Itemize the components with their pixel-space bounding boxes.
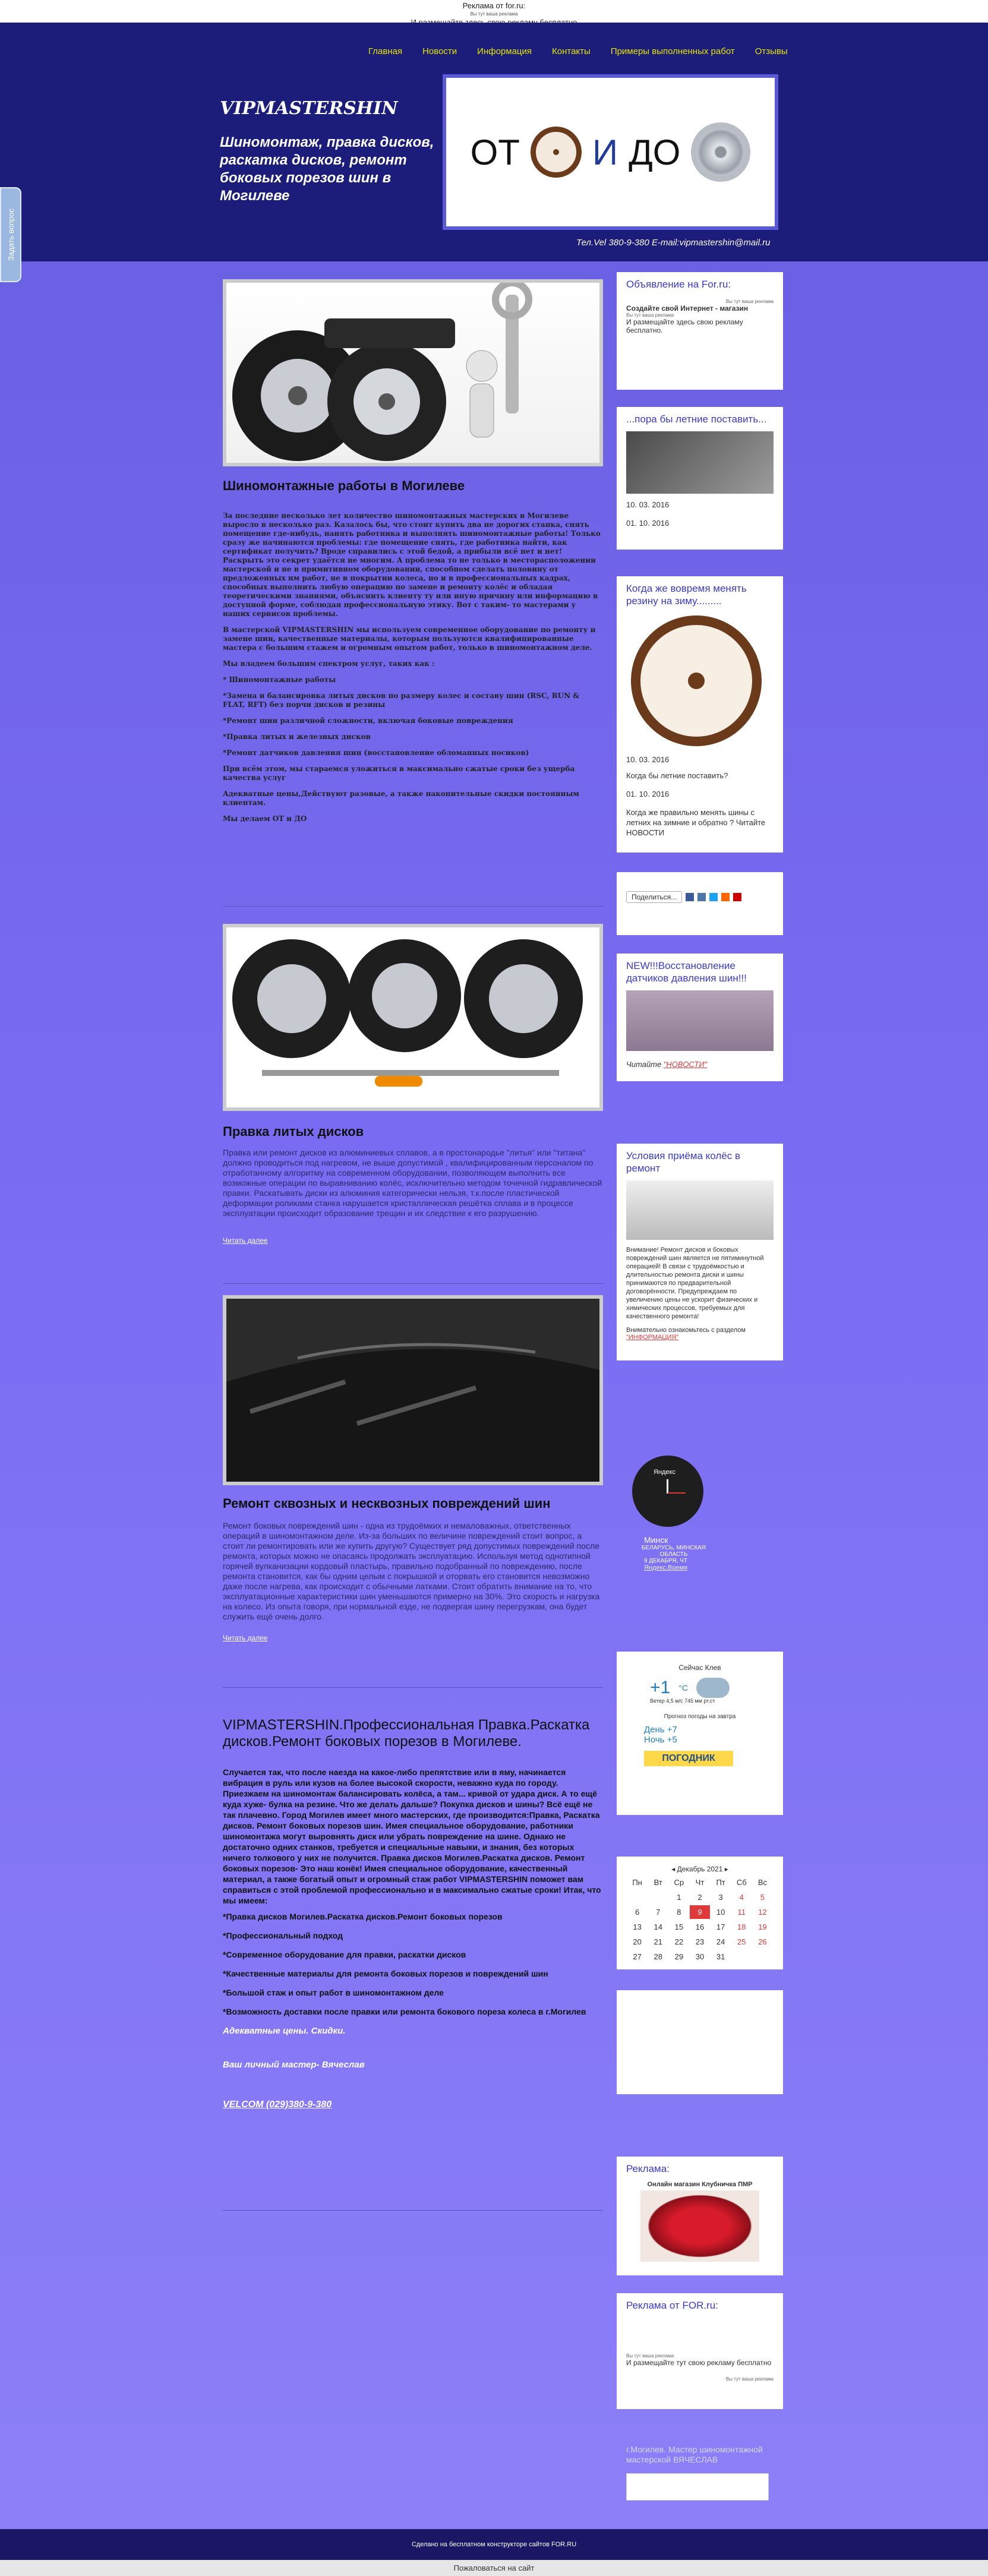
clock-city: Минск bbox=[644, 1535, 668, 1545]
tires-wrench-illustration bbox=[226, 283, 599, 463]
nav-info[interactable]: Информация bbox=[477, 46, 532, 56]
calendar-day[interactable] bbox=[753, 1950, 772, 1963]
calendar-day[interactable]: 19 bbox=[758, 1922, 767, 1931]
banner-from: ОТ bbox=[470, 132, 520, 172]
widget-ad-small: Вы тут ваша реклама bbox=[725, 299, 774, 304]
widget-ad-2-title: Реклама: bbox=[626, 2163, 670, 2174]
yandex-time-link[interactable]: Яндекс.Время bbox=[644, 1564, 688, 1571]
share-button[interactable]: Поделиться... bbox=[626, 891, 682, 903]
calendar-day[interactable]: 11 bbox=[737, 1908, 746, 1917]
calendar-day[interactable]: 26 bbox=[758, 1937, 767, 1946]
separator bbox=[223, 2210, 603, 2211]
calendar-day-name: Вс bbox=[757, 1878, 767, 1887]
widget-bottom-info bbox=[617, 2439, 783, 2522]
widget-ad-title: Объявление на For.ru: bbox=[626, 279, 731, 290]
calendar-day-name: Ср bbox=[674, 1878, 684, 1887]
calendar-next-icon[interactable]: ▸ bbox=[722, 1865, 728, 1873]
post-2-title: Правка литых дисков bbox=[223, 1124, 364, 1139]
weather-forecast: Прогноз погоды на завтра bbox=[664, 1713, 736, 1720]
calendar-day[interactable]: 25 bbox=[737, 1937, 746, 1946]
widget-share bbox=[617, 872, 783, 935]
widget-sensors-title[interactable]: NEW!!!Восстановление датчиков давления шин!!! bbox=[626, 960, 747, 984]
calendar-day[interactable]: 15 bbox=[674, 1922, 684, 1931]
post-4-intro: Случается так, что после наезда на какое-либо препятствие или в яму, начинается вибрация в руль или кузов на более высокой скорости, неважно куда по городу. Приезжаем на шиномонтаж балансировать колёса, а там... кривой от удара диск. А то ещё куда хуже- булка на резине. Что же делать дальше? Покупка дисков и шины? Всё ещё не так плачевно. Город Могилев имеет много мастерских, где производится:Правка, Раскатка дисков. Ремонт боковых порезов шин. Имея специальное оборудование, работники шиномонтажа могут выровнять диск или убрать повреждение на шине. Однако не достаточно одних станков, требуется и специальные навыки, и знания, без которых ничего толкового у них не получится. Правка дисков Могилев.Раскатка дисков. Ремонт боковых порезов- Это наш конёк! Имея специальное оборудование, качественный материал, а также богатый опыт и огромный стаж работ VIPMASTERSHIN поможет вам справиться с этой проблемой профессионально и в максимально сжатые сроки! Итак, что мы имеем: bbox=[223, 1767, 601, 1905]
calendar-day[interactable]: 7 bbox=[656, 1908, 661, 1917]
weather-temp: +1 bbox=[650, 1678, 671, 1697]
widget-empty bbox=[617, 1990, 783, 2094]
post-1-p3: Мы владеем большим спектром услуг, таких как : bbox=[223, 659, 435, 668]
calendar-prev-icon[interactable]: ◂ bbox=[671, 1865, 677, 1873]
sensor-photo bbox=[626, 990, 774, 1051]
widget-clock bbox=[617, 1444, 783, 1616]
post-1-p8: *Ремонт датчиков давления шин (восстановление обломанных носиков) bbox=[223, 749, 529, 757]
widget-ad-2-text[interactable]: Онлайн магазин Клубничка ПМР bbox=[647, 2181, 753, 2188]
calendar-day[interactable]: 27 bbox=[633, 1952, 642, 1961]
ask-question-tab[interactable] bbox=[0, 187, 21, 282]
widget-summer-date-2: 01. 10. 2016 bbox=[626, 519, 670, 528]
widget-summer-title[interactable]: ...пора бы летние поставить... bbox=[626, 413, 767, 425]
calendar-day[interactable]: 4 bbox=[739, 1893, 744, 1902]
nav-home[interactable]: Главная bbox=[368, 46, 403, 56]
top-ad[interactable] bbox=[0, 0, 988, 23]
post-tire-damage bbox=[223, 1295, 603, 1642]
calendar-day[interactable]: 10 bbox=[716, 1908, 725, 1917]
post-1-title: Шиномонтажные работы в Могилеве bbox=[223, 478, 465, 493]
post-rim-repair bbox=[223, 924, 603, 1245]
widget-ad-3-title: Реклама от FOR.ru: bbox=[626, 2300, 718, 2311]
calendar-day[interactable]: 14 bbox=[654, 1922, 662, 1931]
calendar-day-name: Пт bbox=[716, 1878, 725, 1887]
widget-calendar bbox=[617, 1857, 783, 1969]
broken-image-icon bbox=[626, 2473, 769, 2501]
calendar-day[interactable]: 31 bbox=[716, 1952, 725, 1961]
calendar-day[interactable]: 6 bbox=[635, 1908, 640, 1917]
post-1-p6: *Ремонт шин различной сложности, включая боковые повреждения bbox=[223, 716, 513, 725]
alloy-rim-icon bbox=[691, 122, 750, 182]
widget-summer bbox=[617, 407, 783, 550]
widget-change-title[interactable]: Когда же вовремя менять резину на зиму......... bbox=[626, 583, 747, 607]
widget-ad-text: И размещайте здесь свою рекламу бесплатно. bbox=[626, 318, 743, 334]
widget-change-text-2: Когда же правильно менять шины с летних на зимние и обратно ? Читайте НОВОСТИ bbox=[626, 808, 766, 837]
widget-sensors-text: Читайте bbox=[626, 1060, 664, 1069]
widget-change-date-2: 01. 10. 2016 bbox=[626, 790, 670, 798]
calendar-header-row bbox=[627, 1876, 772, 1889]
post-3-title: Ремонт сквозных и несквозных повреждений шин bbox=[223, 1496, 551, 1511]
widget-sensors bbox=[617, 954, 783, 1081]
report-site-bar[interactable]: Пожаловаться на сайт bbox=[0, 2560, 988, 2576]
calendar-day[interactable]: 18 bbox=[737, 1922, 746, 1931]
calendar-grid bbox=[626, 1874, 774, 1965]
summer-tire-photo bbox=[626, 431, 774, 494]
post-photo-tires bbox=[223, 279, 603, 466]
cloud-icon bbox=[696, 1678, 730, 1698]
nav-news[interactable]: Новости bbox=[422, 46, 457, 56]
post-4-item-3: *Современное оборудование для правки, раскатки дисков bbox=[223, 1950, 466, 1959]
twitter-icon[interactable] bbox=[709, 893, 718, 901]
header-banner bbox=[443, 74, 778, 230]
ask-question-label: Задать вопрос bbox=[6, 209, 15, 261]
odnoklassniki-icon[interactable] bbox=[721, 893, 730, 901]
calendar-week bbox=[627, 1950, 772, 1963]
widget-ad-3-text: И размещайте тут свою рекламу бесплатно bbox=[626, 2359, 772, 2367]
calendar-day-name: Сб bbox=[736, 1878, 747, 1887]
widget-conditions-title[interactable]: Условия приёма колёс в ремонт bbox=[626, 1150, 740, 1174]
calendar-day-name: Чт bbox=[695, 1878, 705, 1887]
post-4-prices: Адекватные цены. Скидки. bbox=[223, 2026, 346, 2036]
header-contact: Тел.Vel 380-9-380 E-mail:vipmastershin@mail.ru bbox=[576, 238, 771, 248]
post-3-read-more[interactable]: Читать далее bbox=[223, 1634, 268, 1642]
separator bbox=[223, 1283, 603, 1284]
calendar-week bbox=[627, 1905, 772, 1919]
post-4-item-2: *Профессиональный подход bbox=[223, 1931, 343, 1940]
calendar-day[interactable]: 21 bbox=[654, 1937, 662, 1946]
post-1-p5: *Замена и балансировка литых дисков по размеру колес и составу шин (RSC, RUN & FLAT, RFT) без порчи дисков и резины bbox=[223, 692, 580, 709]
banner-to: ДО bbox=[629, 132, 681, 172]
facebook-icon[interactable] bbox=[686, 893, 694, 901]
weather-title: Сейчас Клев bbox=[678, 1663, 721, 1672]
pogodnik-logo[interactable]: ПОГОДНИК bbox=[644, 1751, 733, 1766]
calendar-day[interactable] bbox=[627, 1890, 647, 1904]
widget-conditions bbox=[617, 1144, 783, 1360]
mail-icon[interactable] bbox=[733, 893, 741, 901]
clock-date: 9 ДЕКАБРЯ, ЧТ bbox=[644, 1558, 687, 1564]
site-slogan: Шиномонтаж, правка дисков, раскатка дисков, ремонт боковых порезов шин в Могилеве bbox=[220, 134, 434, 204]
widget-change-date-1: 10. 03. 2016 bbox=[626, 755, 670, 764]
post-1-p7: *Правка литых и железных дисков bbox=[223, 733, 371, 741]
lips-ad-image[interactable] bbox=[640, 2190, 759, 2262]
widget-sensors-link[interactable]: "НОВОСТИ" bbox=[663, 1060, 708, 1069]
banner-and: И bbox=[592, 132, 618, 172]
calendar-day[interactable]: 2 bbox=[697, 1893, 702, 1902]
clock-region: БЕЛАРУСЬ, МИНСКАЯ ОБЛАСТЬ bbox=[641, 1545, 706, 1558]
calendar-day[interactable]: 16 bbox=[695, 1922, 705, 1931]
nav-examples[interactable]: Примеры выполненных работ bbox=[610, 46, 735, 56]
post-professional bbox=[223, 1717, 603, 2110]
site-footer[interactable]: Сделано на бесплатном конструкторе сайтов FOR.RU bbox=[0, 2529, 988, 2560]
post-1-p1: За последние несколько лет количество шиномонтажных мастерских в Могилеве выросло в несколько раз. Казалось бы, что стоит купить два не дорогих станка, снять помещение где-нибудь, нанять работника и выполнять шиномонтажные работы! Только сразу же начинаются проблемы: где помещение снять, где работника найти, как сертификат получить? Вроде справились с этой бедой, а прибыли всё нет и нет! Раскрыть это секрет удаётся не многим. А проблема то не только в месторасположении мастерской и не в примитивном оборудовании, способном сделать половину от предложенных нм работ, не в покрытии колеса, но и в профессиональных кадрах, способных выполнить любую операцию по замене и ремонту колёс и обладая теоретическими знаниями, объяснить клиенту ту или иную причину или информацию в доступной форме, соблюдая профессиональную этику. Вот с таким- то мастерами у наших сервисов проблемы. bbox=[223, 512, 601, 618]
separator bbox=[223, 1687, 603, 1688]
calendar-day[interactable]: 24 bbox=[716, 1937, 725, 1946]
calendar-day[interactable] bbox=[648, 1890, 668, 1904]
calendar-day-name: Вт bbox=[654, 1878, 662, 1887]
post-4-item-5: *Большой стаж и опыт работ в шиномонтажном деле bbox=[223, 1988, 444, 1997]
post-1-p2: В мастерской VIPMASTERSHIN мы используем современное оборудование по ремонту и замене шин, качественные материалы, которым пользуются квалифицированные мастера с большим стажем и огромным опытом работ, только в шиномонтажном деле. bbox=[223, 626, 596, 652]
site-title[interactable]: VIPMASTERSHIN bbox=[220, 98, 398, 119]
calendar-day[interactable]: 17 bbox=[716, 1922, 725, 1931]
clock-brand: Яндекс bbox=[654, 1469, 675, 1476]
calendar-day[interactable]: 20 bbox=[633, 1937, 642, 1946]
post-1-body bbox=[223, 512, 603, 823]
calendar-day[interactable]: 12 bbox=[758, 1908, 767, 1917]
post-4-item-6: *Возможность доставки после правки или ремонта бокового пореза колеса в г.Могилев bbox=[223, 2007, 586, 2016]
widget-change-text-1: Когда бы летние поставить? bbox=[626, 771, 728, 780]
calendar-day[interactable]: 1 bbox=[677, 1893, 681, 1902]
widget-ad-link[interactable]: Создайте свой Интернет - магазин bbox=[626, 304, 749, 312]
post-4-item-4: *Качественные материалы для ремонта боковых порезов и повреждений шин bbox=[223, 1969, 548, 1978]
nav-contacts[interactable]: Контакты bbox=[552, 46, 591, 56]
post-2-text: Правка или ремонт дисков из алюминиевых сплавов, а в простонародье "литья" или "титана" должно проводиться под нагревом, не выше допустимой , квалифицированным персоналом по отработанному алгоритму на современном оборудовании, позволяющем выполнить все возможные операции по выравниванию колёс, исключительно методом точечной гидравлической правки. Раскатывать диски из алюминия категорически нельзя, т.к.после пластической деформации роликами станка нарушается кристаллическая решётка сплава и в процессе эксплуатации происходит образование трещин и их следствие к его разрушению. bbox=[223, 1148, 602, 1218]
widget-ad-2 bbox=[617, 2157, 783, 2275]
weather-day: День +7 bbox=[644, 1725, 677, 1735]
separator bbox=[223, 906, 603, 907]
widget-conditions-text-2: Внимательно ознакомьтесь с разделом bbox=[626, 1327, 746, 1334]
calendar-today[interactable]: 9 bbox=[690, 1905, 709, 1919]
calendar-day[interactable]: 3 bbox=[718, 1893, 723, 1902]
post-1-p10: Адекватные цены,Действуют разовые, а также накопительные скидки постоянным клиентам. bbox=[223, 790, 579, 807]
calendar-day[interactable]: 29 bbox=[674, 1952, 684, 1961]
calendar-week bbox=[627, 1920, 772, 1934]
wooden-wheel-photo bbox=[631, 615, 762, 746]
main-nav bbox=[368, 46, 788, 56]
post-1-p9: При всём этом, мы стараемся уложиться в максимально сжатые сроки без ущерба качества услуг bbox=[223, 765, 575, 782]
calendar-day[interactable]: 13 bbox=[633, 1922, 642, 1931]
calendar-day[interactable]: 23 bbox=[695, 1937, 705, 1946]
widget-conditions-link[interactable]: "ИНФОРМАЦИЯ" bbox=[626, 1334, 679, 1341]
post-4-phone[interactable]: VELCOM (029)380-9-380 bbox=[223, 2100, 332, 2110]
widget-change-tires bbox=[617, 576, 783, 853]
widget-bottom-text: г.Могилев. Мастер шиномонтажной мастерской ВЯЧЕСЛАВ bbox=[626, 2445, 763, 2464]
calendar-day[interactable]: 28 bbox=[654, 1952, 662, 1961]
clock-face-icon bbox=[632, 1456, 703, 1527]
widget-ad-small-2: Вы тут ваша реклама bbox=[626, 312, 674, 318]
widget-ad-3-small: Вы тут ваша реклама bbox=[626, 2353, 674, 2359]
top-ad-title: Реклама от for.ru: bbox=[462, 1, 526, 10]
post-photo-tire-cut bbox=[223, 1295, 603, 1485]
post-1-p11: Мы делаем ОТ и ДО bbox=[223, 815, 307, 823]
weather-details: Ветер 4,5 м/с 745 мм рт.ст bbox=[650, 1698, 715, 1704]
calendar-day[interactable]: 22 bbox=[674, 1937, 684, 1946]
post-photo-rims bbox=[223, 924, 603, 1111]
calendar-week bbox=[627, 1890, 772, 1904]
post-3-text: Ремонт боковых повреждений шин - одна из трудоёмких и немаловажных, ответственных операций в шиномонтажном деле. Из-за больших по величине повреждений стоит вопрос, а стоит ли ремонтировать или же купить другую? Существует ряд допустимых повреждений после ремонта, которых можно не опасаясь продолжать эксплуатацию. Используя метод однотипной горячей вулканизации кордовый пластырь, правильно подобранный по повреждению, после ремонта становится, как бы одним целым с покрышкой и оторвать его становится невозможно даже после нагрева, как происходит с обычными латками. Стоит обратить внимание на то, что эксплуатационные характеристики шин уменьшаются примерно на 30%. Это скорость и нагрузка на колесо. Из опыта говоря, при нормальной езде, не подвергая шину перегрузкам, она будет служить ещё очень долго. bbox=[223, 1521, 600, 1621]
post-4-title: VIPMASTERSHIN.Профессиональная Правка.Раскатка дисков.Ремонт боковых порезов в Могилеве. bbox=[223, 1717, 590, 1750]
widget-ad-for bbox=[617, 272, 783, 390]
top-ad-small: Вы тут ваша реклама bbox=[470, 11, 518, 17]
widget-conditions-text: Внимание! Ремонт дисков и боковых повреждений шин является не пятиминутной операцией! В связи с трудоёмкостью и длительностью ремонта диски и шины принимаются по предварительной договорённости. Предупреждаем по увеличению цены не ускорит физических и химических процессов, требуемых для качественного ремонта! bbox=[626, 1246, 764, 1320]
rims-tools-illustration bbox=[226, 927, 599, 1107]
calendar-week bbox=[627, 1935, 772, 1949]
calendar-day[interactable]: 30 bbox=[695, 1952, 705, 1961]
tire-damage-illustration bbox=[226, 1299, 599, 1482]
wooden-wheel-icon bbox=[531, 127, 582, 178]
post-tire-service bbox=[223, 279, 603, 823]
calendar-day-name: Пн bbox=[632, 1878, 642, 1887]
widget-ad-3-small-2: Вы тут ваша реклама bbox=[725, 2376, 774, 2382]
post-4-master: Ваш личный мастер- Вячеслав bbox=[223, 2060, 365, 2070]
widget-summer-date-1: 10. 03. 2016 bbox=[626, 500, 670, 509]
weather-unit: °С bbox=[678, 1683, 688, 1693]
post-1-p4: * Шиномонтажные работы bbox=[223, 675, 336, 684]
nav-reviews[interactable]: Отзывы bbox=[755, 46, 788, 56]
widget-weather bbox=[617, 1652, 783, 1815]
weather-night: Ночь +5 bbox=[644, 1735, 677, 1745]
conditions-tires-photo bbox=[626, 1180, 774, 1240]
calendar-day[interactable]: 8 bbox=[677, 1908, 681, 1917]
widget-ad-3 bbox=[617, 2293, 783, 2409]
calendar-day[interactable] bbox=[732, 1950, 752, 1963]
calendar-day[interactable]: 5 bbox=[760, 1893, 765, 1902]
vk-icon[interactable] bbox=[697, 893, 706, 901]
post-4-item-1: *Правка дисков Могилев.Раскатка дисков.Ремонт боковых порезов bbox=[223, 1912, 503, 1921]
calendar-month: Декабрь 2021 bbox=[677, 1865, 723, 1873]
post-2-read-more[interactable]: Читать далее bbox=[223, 1236, 268, 1245]
